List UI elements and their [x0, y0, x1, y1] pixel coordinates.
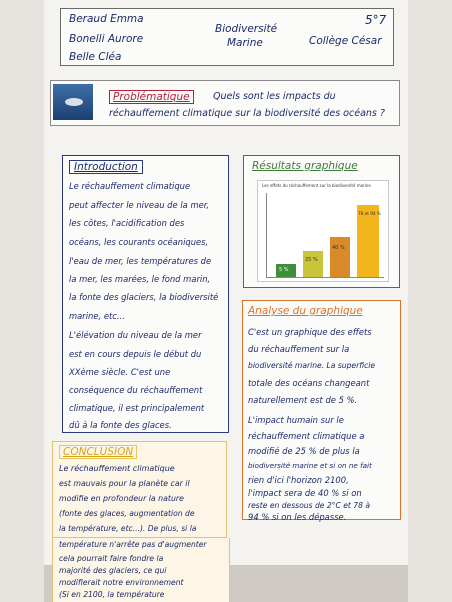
analysis-line: du réchauffement sur la	[248, 344, 350, 354]
analysis-line: modifié de 25 % de plus la	[248, 446, 360, 456]
conclusion-continuation	[52, 538, 230, 602]
analysis-line: totale des océans changeant	[248, 378, 370, 388]
analysis-line: rien d'ici l'horizon 2100,	[248, 475, 349, 485]
problem-question-line: Quels sont les impacts du	[213, 91, 336, 102]
class-label: 5°7	[365, 13, 387, 27]
header-box	[60, 8, 394, 66]
analysis-heading: Analyse du graphique	[248, 305, 363, 317]
introduction-line: océans, les courants océaniques,	[69, 237, 209, 247]
problem-heading: Problématique	[109, 90, 194, 104]
conclusion-line: Le réchauffement climatique	[59, 464, 175, 473]
analysis-line: naturellement est de 5 %.	[248, 395, 358, 405]
conclusion-line: est mauvais pour la planète car il	[59, 479, 190, 488]
introduction-heading: Introduction	[69, 160, 143, 174]
analysis-line: réchauffement climatique a	[248, 431, 365, 441]
introduction-line: la mer, les marées, le fond marin,	[69, 274, 211, 284]
problem-box	[50, 80, 400, 126]
chart-bar	[303, 251, 323, 277]
results-heading: Résultats graphique	[252, 160, 358, 172]
introduction-line: l'eau de mer, les températures de	[69, 256, 212, 266]
chart-axis	[266, 193, 267, 277]
conclusion-line: cela pourrait faire fondre la	[59, 554, 164, 563]
introduction-line: la fonte des glaciers, la biodiversité	[69, 292, 219, 302]
conclusion-line: majorité des glaciers, ce qui	[59, 566, 167, 575]
conclusion-line: modifie en profondeur la nature	[59, 494, 184, 503]
subject-line: Biodiversité	[215, 23, 278, 35]
bar-label: 25 %	[305, 257, 318, 263]
analysis-line: C'est un graphique des effets	[248, 327, 372, 337]
bar-label: 5 %	[279, 267, 289, 273]
conclusion-line: (Si en 2100, la température	[59, 590, 165, 599]
conclusion-line: la température, etc...). De plus, si la	[59, 524, 197, 533]
student-name: Bonelli Aurore	[69, 33, 144, 45]
introduction-line: Le réchauffement climatique	[69, 181, 191, 191]
chart-title: Les effets du réchauffement sur la biodiversité marine	[262, 183, 371, 188]
introduction-line: XXème siècle. C'est une	[69, 367, 171, 377]
chart-bar	[330, 237, 350, 277]
introduction-line: les côtes, l'acidification des	[69, 218, 185, 228]
conclusion-line: modifierait notre environnement	[59, 578, 184, 587]
bar-label: 78 et 94 %	[358, 211, 381, 216]
results-chart-image	[257, 180, 389, 282]
subject-line: Marine	[227, 37, 263, 49]
conclusion-line: (fonte des glaces, augmentation de	[59, 509, 195, 518]
chart-bar	[276, 264, 296, 277]
introduction-line: conséquence du réchauffement	[69, 385, 203, 395]
problem-question-line: réchauffement climatique sur la biodiversité des océans ?	[109, 108, 385, 119]
introduction-line: peut affecter le niveau de la mer,	[69, 200, 210, 210]
conclusion-heading: CONCLUSION	[59, 445, 137, 459]
bar-label: 40 %	[332, 245, 345, 251]
analysis-box	[242, 300, 401, 520]
chart-bar	[357, 205, 379, 277]
analysis-line: L'impact humain sur le	[248, 415, 344, 425]
conclusion-box	[52, 441, 227, 538]
conclusion-line: température n'arrête pas d'augmenter	[59, 540, 207, 549]
chart-axis	[266, 277, 384, 278]
results-box	[243, 155, 400, 288]
student-name: Beraud Emma	[69, 13, 144, 25]
analysis-line: 94 % si on les dépasse.	[248, 512, 347, 522]
introduction-line: L'élévation du niveau de la mer	[69, 330, 202, 340]
analysis-line: biodiversité marine et si on ne fait	[248, 461, 372, 470]
swimmer-shape	[65, 98, 83, 106]
introduction-line: dû à la fonte des glaces.	[69, 420, 172, 430]
analysis-line: reste en dessous de 2°C et 78 à	[248, 501, 370, 510]
analysis-line: l'impact sera de 40 % si on	[248, 488, 362, 498]
problem-photo	[53, 84, 93, 120]
analysis-line: biodiversité marine. La superficie	[248, 361, 376, 370]
introduction-box	[62, 155, 229, 433]
school-name: Collège César	[309, 35, 382, 47]
student-name: Belle Cléa	[69, 51, 122, 63]
introduction-line: est en cours depuis le début du	[69, 349, 202, 359]
introduction-line: climatique, il est principalement	[69, 403, 205, 413]
introduction-line: marine, etc...	[69, 311, 125, 321]
